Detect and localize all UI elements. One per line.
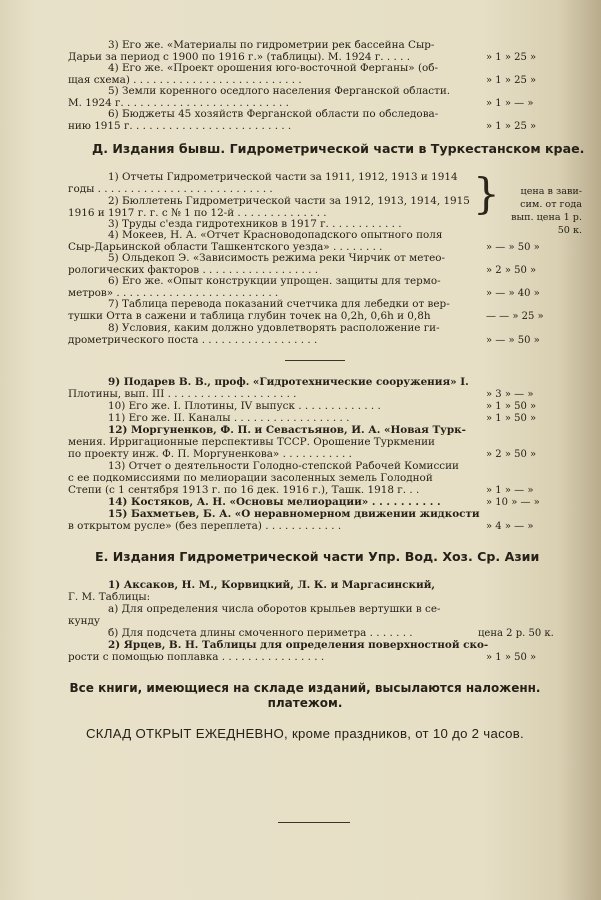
entry-d-6: 6) Его же. «Опыт конструкции упрощен. защиты для термо- метров» . . . . . . . . . . . . . . . . . . . . . . . . . <box>68 276 441 299</box>
entry-d-8: 8) Условия, каким должно удовлетворять расположение ги- дрометрического поста . . . . . . . . . . . . . . . . . . <box>68 323 440 346</box>
entry-e-2: 2) Ярцев, В. Н. Таблицы для определения поверхностной ско- рости с помощью поплавка . . . . . . . . . . . . . . . . <box>68 640 489 663</box>
entry-d-4: 4) Мокеев, Н. А. «Отчет Красноводопадского опытного поля Сыр-Дарьинской области Ташкентского уезда» . . . . . . . . <box>68 230 443 253</box>
entry-e-1: 1) Аксаков, Н. М., Корвицкий, Л. К. и Маргасинский, Г. М. Таблицы: а) Для определения числа оборотов крыльев вертушки в се- кунду <box>68 580 441 627</box>
price: » 1 » — » <box>486 98 534 109</box>
entry-mid-15: 15) Бахметьев, Б. А. «О неравномерном движении жидкости в открытом русле» (без переплета) . . . . . . . . . . . . <box>68 509 480 532</box>
price: » 1 » 25 » <box>486 52 537 63</box>
entry-mid-12: 12) Моргуненков, Ф. П. и Севастьянов, И. А. «Новая Турк- мения. Ирригационные перспективы ТССР. Орошение Туркмении по проекту инж. Ф. П. Моргуненкова» . . . . . . . . . . . <box>68 425 466 460</box>
schedule: СКЛАД ОТКРЫТ ЕЖЕДНЕВНО, кроме праздников, от 10 до 2 часов. <box>85 726 525 741</box>
entry-top-5: 5) Земли коренного оседлого населения Ферганской области. М. 1924 г. . . . . . . . . . . . . . . . . . . . . . . . . . <box>68 86 451 109</box>
price-note: цена в зави- сим. от года вып. цена 1 р. 50 к. <box>511 186 582 236</box>
price: » 1 » 25 » <box>486 121 537 132</box>
price: » 2 » 50 » <box>486 449 537 460</box>
entry-mid-13: 13) Отчет о деятельности Голодно-степской Рабочей Комиссии с ее подкомиссиями по мелиорации засоленных земель Голодной Степи (с 1 сентября 1913 г. по 16 дек. 1916 г.), Ташк. 1918 г. . . <box>68 461 459 496</box>
notice: Все книги, имеющиеся на складе изданий, высылаются наложенн. платежом. <box>69 681 541 710</box>
section-d-title: Д. Издания бывш. Гидрометрической части в Туркестанском крае. <box>92 141 585 156</box>
divider <box>278 822 350 823</box>
price: цена 2 р. 50 к. <box>478 628 554 639</box>
entry-d-1: 1) Отчеты Гидрометрической части за 1911, 1912, 1913 и 1914 годы . . . . . . . . . . . . . . . . . . . . . . . . . . . <box>68 172 458 195</box>
price: » 1 » 50 » <box>486 401 537 412</box>
price: » 10 » — » <box>486 497 540 508</box>
price: » 1 » — » <box>486 485 534 496</box>
entry-d-7: 7) Таблица перевода показаний счетчика для лебедки от вер- тушки Отта в сажени и таблица глубин точек на 0,2h, 0,6h и 0,8h <box>68 299 450 322</box>
section-e-title: Е. Издания Гидрометрической части Упр. Вод. Хоз. Ср. Азии <box>95 549 540 564</box>
price: » 1 » 50 » <box>486 652 537 663</box>
divider <box>285 360 345 361</box>
entry-mid-11: 11) Его же. II. Каналы . . . . . . . . . . . . . . . . . . <box>108 413 350 424</box>
price: » 3 » — » <box>486 389 534 400</box>
price: » 2 » 50 » <box>486 265 537 276</box>
brace: } <box>473 169 500 218</box>
entry-d-2: 2) Бюллетень Гидрометрической части за 1912, 1913, 1914, 1915 1916 и 1917 г. г. с № 1 по 12-й . . . . . . . . . . . . . . <box>68 196 470 219</box>
price: » 4 » — » <box>486 521 534 532</box>
entry-e-1b: б) Для подсчета длины смоченного периметра . . . . . . . <box>108 628 413 639</box>
entry-top-4: 4) Его же. «Проект орошения юго-восточной Ферганы» (об- щая схема) . . . . . . . . . . . . . . . . . . . . . . . . . . <box>68 63 439 86</box>
entry-d-5: 5) Ольдекоп Э. «Зависимость режима реки Чирчик от метео- рологических факторов . . . . . . . . . . . . . . . . . . <box>68 253 446 276</box>
price: » — » 50 » <box>486 335 540 346</box>
price: » — » 50 » <box>486 242 540 253</box>
price: » — » 40 » <box>486 288 540 299</box>
entry-mid-9: 9) Подарев В. В., проф. «Гидротехнические сооружения» I. Плотины, вып. III . . . . . . . . . . . . . . . . . . . . <box>68 377 469 400</box>
entry-top-3: 3) Его же. «Материалы по гидрометрии рек бассейна Сыр- Дарьи за период с 1900 по 1916 г.» (таблицы). М. 1924 г. . . . . <box>68 40 435 63</box>
entry-top-6: 6) Бюджеты 45 хозяйств Ферганской области по обследова- нию 1915 г. . . . . . . . . . . . . . . . . . . . . . . . . <box>68 109 439 132</box>
price: — — » 25 » <box>486 311 544 322</box>
entry-d-3: 3) Труды с'езда гидротехников в 1917 г. . . . . . . . . . . . <box>108 219 402 230</box>
entry-mid-10: 10) Его же. I. Плотины, IV выпуск . . . . . . . . . . . . . <box>108 401 381 412</box>
price: » 1 » 50 » <box>486 413 537 424</box>
entry-mid-14: 14) Костяков, А. Н. «Основы мелиорации» . . . . . . . . . . <box>108 497 441 508</box>
price: » 1 » 25 » <box>486 75 537 86</box>
